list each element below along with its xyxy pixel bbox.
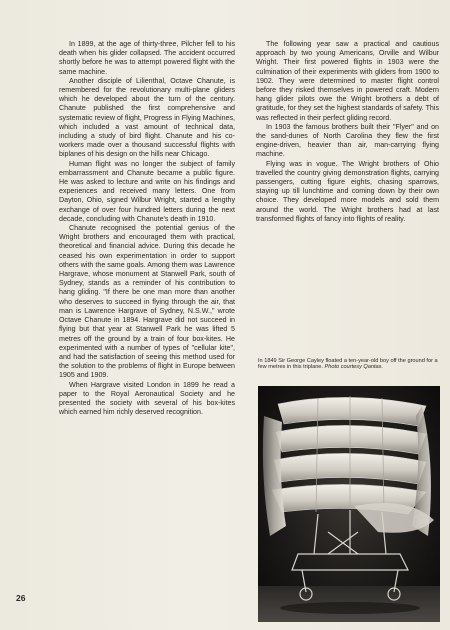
paragraph-chanute: Another disciple of Lilienthal, Octave Chanute, is remembered for the revolutionary multi-plane gliders which he developed about the turn of the century. Chanute published the first comprehensive and systematic review of flight, Progress in Flying Machines, which included a vast amount of technical data, including a study of bird flight. Chanute and his co-workers made over a thousand successful flights with biplanes of his design on the hills near Chicago. bbox=[59, 76, 235, 159]
caption-text: In 1849 Sir George Cayley floated a ten-year-old boy off the ground for a few metres in this triplane. bbox=[258, 358, 438, 371]
photo-credit: Photo courtesy Qantas. bbox=[324, 364, 384, 371]
paragraph-hargrave: Chanute recognised the potential genius of the Wright brothers and encouraged them with practical, theoretical and financial advice. During this decade he ceased his own experimentation in order to support others with the same goals. Among them was Lawrence Hargrave, whose monument at Stanwell Park, south of Sydney, stands as a reminder of his contribution to hang gliding. "If there be one man more than another who deserves to succeed in flying through the air, that man is Lawrence Hargrave of Sydney, N.S.W.," wrote Octave Chanute in 1894. Hargrave did not succeed in flying but that year at Stanwell Park he was lifted 5 metres off the ground by a train of four box-kites. He experimented with a number of types of "cellular kite", and had the satisfaction of seeing this method used for the solution to the problems of flight in Europe between 1905 and 1909. bbox=[59, 224, 235, 380]
paragraph-flyer: In 1903 the famous brothers built their "Flyer" and on the sand-dunes of North Carolina they flew the first engine-driven, heavier than air, man-carrying flying machine. bbox=[256, 122, 439, 159]
paragraph-pilcher: In 1899, at the age of thirty-three, Pilcher fell to his death when his glider collapsed. The accident occurred shortly before he was to attempt powered flight with the same machine. bbox=[59, 40, 235, 76]
paragraph-wright-brothers: The following year saw a practical and cautious approach by two young Americans, Orville and Wilbur Wright. Their first powered flights in 1903 were the culmination of their experiments with gliders from 1900 to 1902. They were determined to master flight control before they risked themselves in powered craft. Modern hang glider pilots owe the Wright brothers a debt of gratitude, for they set the highest standards of safety. This was reflected in their perfect gliding record. bbox=[256, 40, 439, 122]
right-text-column bbox=[256, 40, 439, 224]
paragraph-london: When Hargrave visited London in 1899 he read a paper to the Royal Aeronautical Society and he presented the society with several of his box-kites which earned him richly deserved recognition. bbox=[59, 380, 235, 417]
paragraph-human-flight: Human flight was no longer the subject of family embarrassment and Chanute became a public figure. He was asked to lecture and write on his findings and experiences and received many letters. One from Dayton, Ohio, signed Wilbur Wright, started a lengthy exchange of over four hundred letters during the next decade, concluding with Chanute's death in 1910. bbox=[59, 159, 235, 223]
triplane-illustration bbox=[258, 386, 440, 622]
photo-caption bbox=[258, 358, 438, 371]
paragraph-flying-vogue: Flying was in vogue. The Wright brothers of Ohio travelled the country giving demonstration flights, carrying passengers, cutting figure eights, chasing sparrows, staying up till lunchtime and coming down by their own choice. They developed more models and sold them around the world. The Wright brothers had at last transformed flights of fancy into flights of reality. bbox=[256, 159, 439, 223]
left-text-column bbox=[59, 40, 235, 417]
cayley-triplane-photo bbox=[258, 386, 440, 622]
page-number: 26 bbox=[16, 593, 26, 603]
